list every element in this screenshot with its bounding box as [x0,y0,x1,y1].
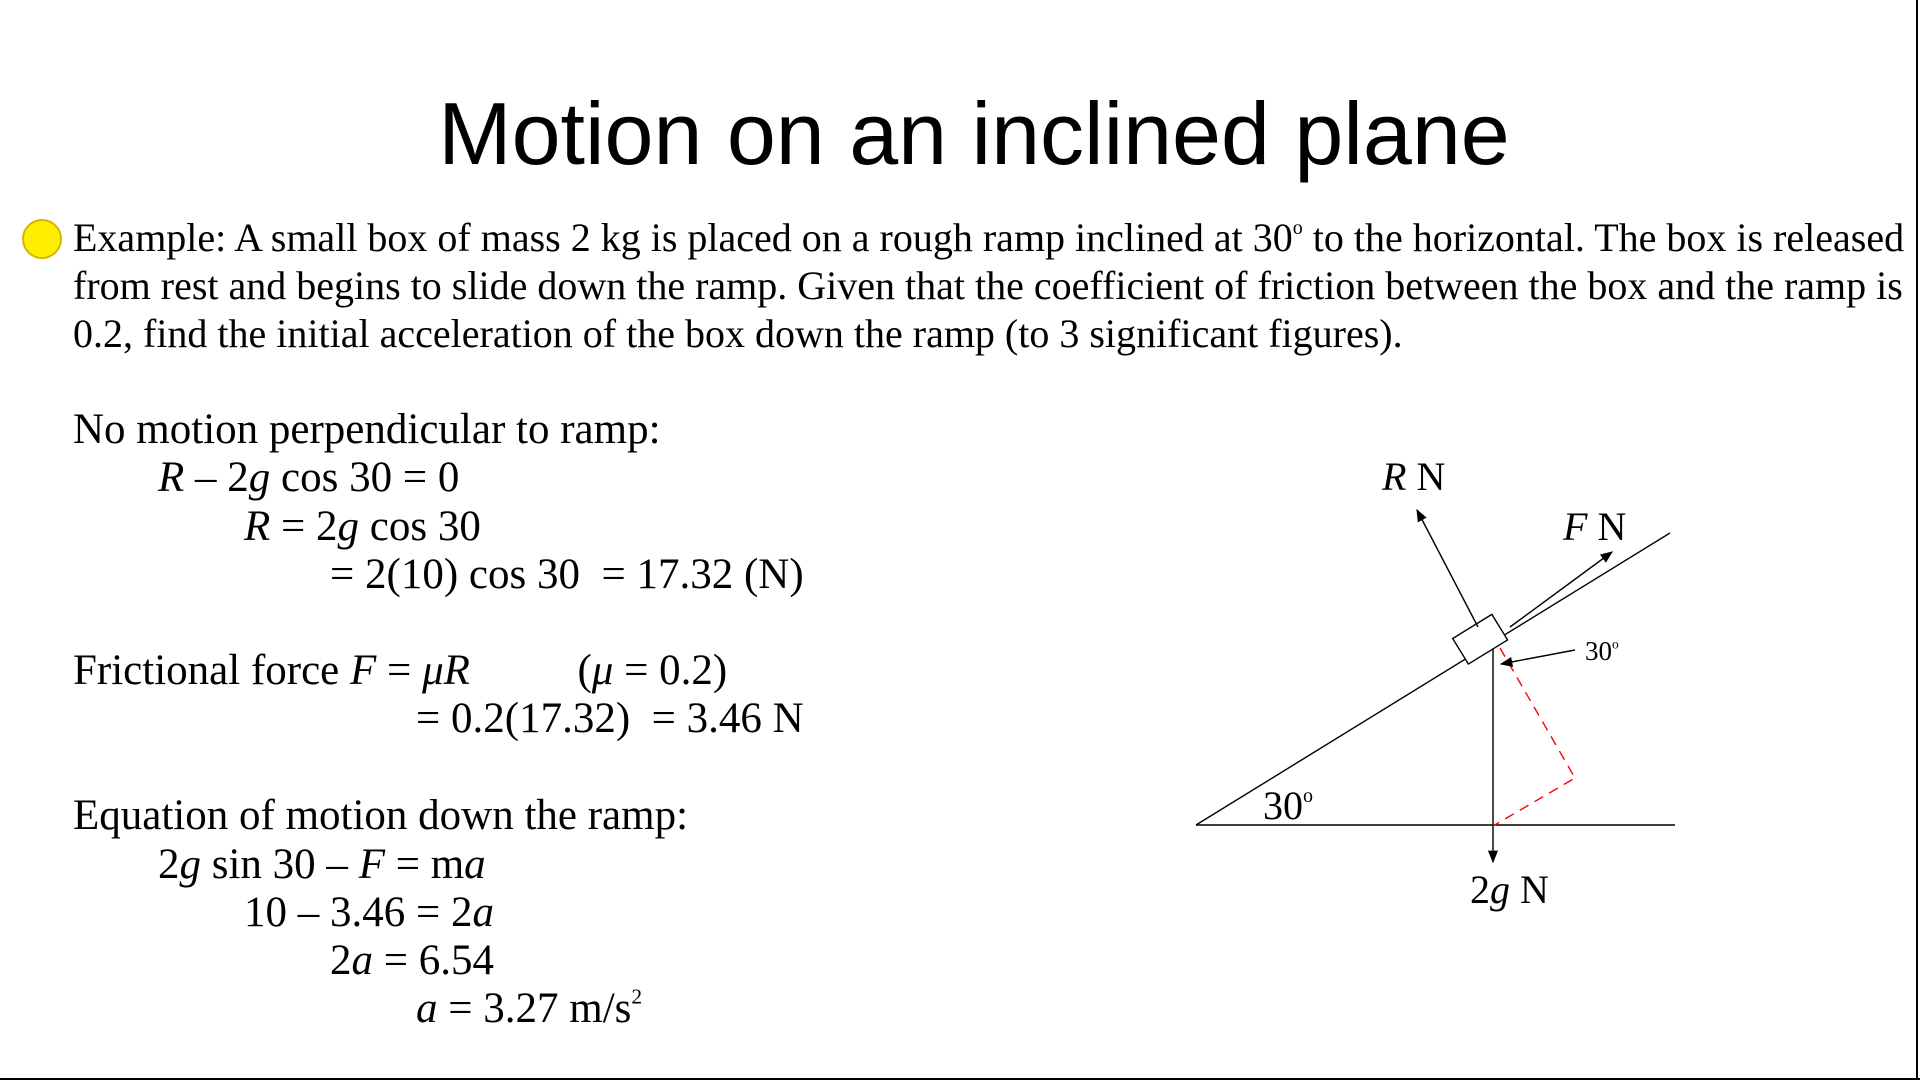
eq-text: sin 30 – [201,841,359,888]
unit: N [1587,504,1627,549]
friction-label [1563,503,1626,551]
eq-text: – 2 [184,454,249,501]
eq-text: = 6.54 [373,937,495,984]
eq-text: = m [384,841,465,888]
mu-value: = 0.2) [613,647,728,694]
var-mu: μ [591,647,614,694]
friction-label: Frictional force [73,647,351,694]
weight-label [1470,866,1549,914]
var-g: g [248,454,271,501]
friction-eq2: = 0.2(17.32) = 3.46 N [416,695,804,742]
var-F: F [1563,504,1588,549]
eq-text: cos 30 = 0 [270,454,460,501]
var-F: F [358,841,385,888]
weight-coef: 2 [1470,867,1490,912]
angle-label-small [1585,635,1619,667]
eq-text: 10 – 3.46 = 2 [244,889,473,936]
var-g: g [337,503,360,550]
var-g: g [179,841,201,888]
var-R: R [443,647,470,694]
var-R: R [244,503,271,550]
angle-value: 30 [1585,636,1612,666]
example-rest: to the horizontal. The box is released from rest and begins to slide down the ramp. Given that the coefficient of friction between the box and the ramp is 0.2, find the initial acceleration of the box down the ramp (to 3 significant figures). [73,215,1905,356]
angle-value: 30 [1263,783,1303,828]
var-a: a [464,841,486,888]
eq-text: 2 [330,937,352,984]
perpendicular-eq3: = 2(10) cos 30 = 17.32 (N) [330,551,804,598]
var-a: a [416,985,438,1032]
eq-text: = 3.27 m/s [437,985,632,1032]
degree-mark: o [1303,785,1313,807]
eq-text: = [376,647,423,694]
eq-text: ( [469,647,592,694]
example-prefix: Example: A small box of mass 2 kg is placed on a rough ramp inclined at 30 [73,215,1293,260]
var-a: a [472,889,495,936]
var-g: g [1490,867,1510,912]
angle-pointer-arrow [1501,650,1575,664]
var-R: R [158,454,185,501]
angle-label-ramp [1263,782,1313,830]
reaction-arrow [1417,510,1478,627]
motion-heading: Equation of motion down the ramp: [73,792,689,839]
squared-mark: 2 [631,984,643,1009]
friction-arrow [1510,552,1612,627]
eq-text: = 2 [270,503,338,550]
unit: N [1510,867,1549,912]
degree-mark: o [1292,217,1303,239]
eq-text: 2 [158,841,180,888]
box [1453,614,1508,664]
var-mu: μ [422,647,444,694]
var-R: R [1382,454,1407,499]
degree-mark: o [1612,636,1619,652]
unit: N [1406,454,1446,499]
component-dashed-lines [1493,648,1575,826]
eq-text: cos 30 [359,503,481,550]
reaction-label [1382,453,1445,501]
perpendicular-heading: No motion perpendicular to ramp: [73,406,661,453]
var-F: F [350,647,377,694]
slide-title: Motion on an inclined plane [438,84,1510,183]
var-a: a [351,937,373,984]
